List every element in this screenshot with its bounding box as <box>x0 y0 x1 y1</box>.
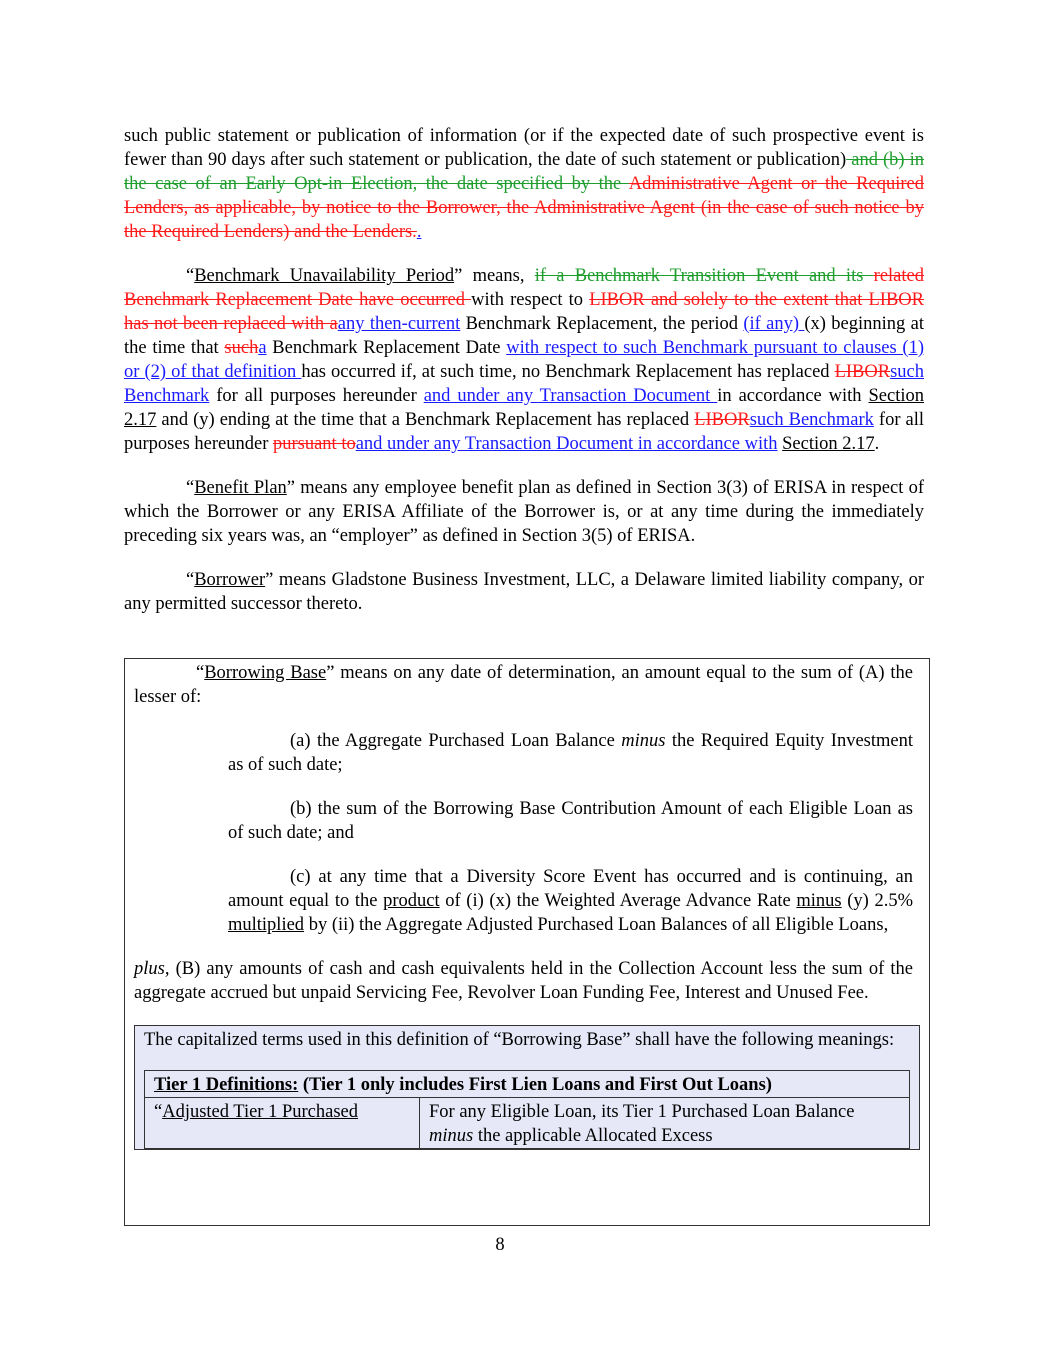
text: of (i) (x) the Weighted Average Advance Rate <box>439 891 797 911</box>
section-reference: Section 2.17 <box>782 434 875 454</box>
deleted-text: LIBOR and solely to the extent that LIBOR has not been replaced with a <box>124 290 925 334</box>
definition-benchmark-unavailability-period <box>124 264 924 456</box>
deleted-text: LIBOR <box>834 362 891 382</box>
paragraph-continuation <box>124 124 924 244</box>
definition-benefit-plan <box>124 476 924 548</box>
defined-term: Adjusted Tier 1 Purchased <box>162 1102 359 1122</box>
text: Benchmark Replacement Date <box>266 338 507 358</box>
text: with respect to <box>471 290 590 310</box>
underlined-text: multiplied <box>228 915 305 935</box>
table-row <box>145 1098 910 1149</box>
underlined-text: minus <box>796 891 842 911</box>
deleted-text: such <box>224 338 259 358</box>
clause-c <box>228 865 913 937</box>
defined-term: Borrower <box>194 570 266 590</box>
text: For any Eligible Loan, its Tier 1 Purchased Loan Balance <box>429 1102 855 1122</box>
italic-text: plus <box>134 959 165 979</box>
text: such public statement or publication of information (or if the expected date of such prospective event is fewer than 90 days after such statement or publication, the date of such statement or publication) <box>124 126 924 170</box>
deleted-text: LIBOR <box>694 410 750 430</box>
text: by (ii) the Aggregate Adjusted Purchased Loan Balances of all Eligible Loans, <box>304 915 889 935</box>
definitions-intro <box>144 1028 910 1052</box>
text: ” means on any date of determination, an amount equal to the sum of (A) the lesser of: <box>134 663 913 707</box>
table-header-cell <box>145 1071 910 1098</box>
text: “ <box>196 663 205 683</box>
text: for all purposes hereunder <box>209 386 424 406</box>
inserted-text: a <box>258 338 267 358</box>
text: (y) 2.5% <box>841 891 914 911</box>
text: and (y) ending at the time that a Benchmark Replacement has replaced <box>156 410 695 430</box>
page-number: 8 <box>495 1235 505 1255</box>
defined-term: Borrowing Base <box>204 663 327 683</box>
text: (a) the Aggregate Purchased Loan Balance <box>290 731 622 751</box>
defined-term: Benefit Plan <box>194 478 287 498</box>
deleted-text: Administrative Agent or the Required Lenders, as applicable, by notice to the Borrower, the Administrative Agent (in the case of such notice by the Required Lenders) and the Lenders. <box>124 174 924 242</box>
table-heading: Tier 1 Definitions: <box>154 1075 299 1095</box>
text: has occurred if, at such time, no Benchmark Replacement has replaced <box>301 362 835 382</box>
underlined-text: product <box>383 891 440 911</box>
text: “ <box>154 1102 163 1122</box>
text: (b) the sum of the Borrowing Base Contribution Amount of each Eligible Loan as of such date; and <box>228 799 913 843</box>
borrowing-base-box <box>124 658 930 1226</box>
text: “ <box>186 478 195 498</box>
deleted-text: and (b) in the case of an Early Opt-in Election, the date specified by the <box>124 150 924 194</box>
defined-term: Benchmark Unavailability Period <box>194 266 455 286</box>
inserted-text: (if any) <box>743 314 805 334</box>
section-reference: Section 2.17 <box>124 386 924 430</box>
text: Benchmark Replacement, the period <box>460 314 744 334</box>
text: the applicable Allocated Excess <box>473 1126 713 1146</box>
definition-borrowing-base <box>134 661 913 709</box>
inserted-text: such Benchmark <box>124 362 925 406</box>
text: “ <box>186 266 195 286</box>
tier-1-definitions-table <box>144 1070 910 1149</box>
text: , (B) any amounts of cash and cash equivalents held in the Collection Account less the sum of the aggregate accrued but unpaid Servicing Fee, Revolver Loan Funding Fee, Interest and Unused Fee. <box>134 959 913 1003</box>
document-page <box>124 124 924 636</box>
text: for all purposes hereunder <box>124 410 924 454</box>
deleted-text: if a Benchmark Transition Event and its <box>534 266 874 286</box>
text: . <box>874 434 880 454</box>
text: “ <box>186 570 195 590</box>
inserted-text: with respect to such Benchmark pursuant to clauses (1) or (2) of that definition <box>124 338 924 382</box>
deleted-text: related Benchmark Replacement Date have occurred <box>124 266 924 310</box>
text: the Required Equity Investment as of such date; <box>228 731 913 775</box>
text: ” means any employee benefit plan as defined in Section 3(3) of ERISA in respect of which the Borrower or any ERISA Affiliate of the Borrower is, or at any time during the immediately preceding six years was, an “employer” as defined in Section 3(5) of ERISA. <box>124 478 924 546</box>
text: The capitalized terms used in this definition of “Borrowing Base” shall have the following meanings: <box>144 1030 895 1050</box>
inserted-text: . <box>416 222 422 242</box>
text: (c) at any time that a Diversity Score Event has occurred and is continuing, an amount equal to the <box>228 867 913 911</box>
clause-b <box>228 797 913 845</box>
definitions-panel <box>134 1025 920 1150</box>
text: in accordance with <box>717 386 869 406</box>
text: (x) beginning at the time that <box>124 314 924 358</box>
italic-text: minus <box>429 1126 474 1146</box>
inserted-text: such Benchmark <box>749 410 874 430</box>
text: ” means, <box>454 266 535 286</box>
term-cell <box>145 1098 420 1149</box>
definition-borrower <box>124 568 924 616</box>
inserted-text: any then-current <box>337 314 461 334</box>
italic-text: minus <box>621 731 666 751</box>
deleted-text: pursuant to <box>272 434 356 454</box>
table-header-row <box>145 1071 910 1098</box>
inserted-text: and under any Transaction Document <box>423 386 718 406</box>
clause-plus <box>134 957 913 1005</box>
clause-a <box>228 729 913 777</box>
table-heading-note: (Tier 1 only includes First Lien Loans and First Out Loans) <box>298 1075 772 1095</box>
inserted-text: and under any Transaction Document in accordance with <box>355 434 778 454</box>
text: ” means Gladstone Business Investment, LLC, a Delaware limited liability company, or any permitted successor thereto. <box>124 570 924 614</box>
definition-cell <box>420 1098 910 1149</box>
